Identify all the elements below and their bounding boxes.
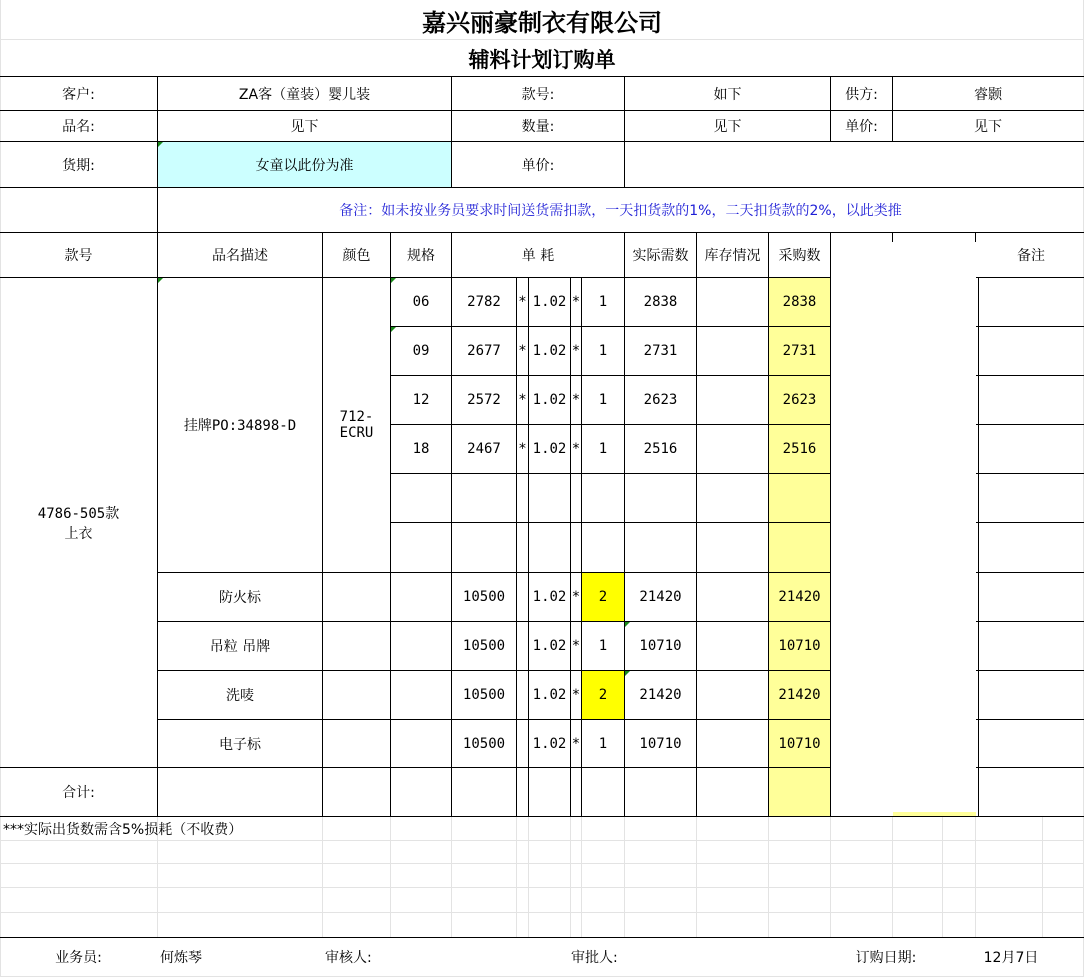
actual-cell: 2731 — [643, 343, 678, 359]
reviewer-label: 审核人: — [325, 950, 372, 966]
actual-cell: 2516 — [643, 441, 678, 457]
purchase-cell: 21420 — [778, 687, 821, 703]
op-cell: * — [571, 638, 581, 654]
qty-cell: 10500 — [462, 687, 506, 703]
unit-price-label: 单价: — [845, 119, 878, 135]
salesman-label: 业务员: — [55, 950, 102, 966]
factor-cell: 1.02 — [532, 687, 567, 703]
factor-cell: 1.02 — [532, 589, 567, 605]
qty-cell: 2677 — [467, 343, 501, 359]
color-line-1: 712- — [339, 409, 374, 425]
op-cell: * — [571, 735, 581, 752]
mult-cell: 1 — [598, 441, 608, 457]
style-number-cell — [0, 278, 157, 767]
op-cell: * — [571, 687, 581, 703]
factor-cell: 1.02 — [532, 638, 567, 654]
header-color: 颜色 — [342, 248, 371, 264]
op-cell: * — [518, 343, 527, 359]
mult-cell: 2 — [598, 589, 608, 605]
mult-cell: 1 — [598, 735, 608, 752]
actual-cell: 10710 — [639, 735, 682, 752]
actual-cell: 2623 — [643, 392, 678, 408]
purchase-cell: 2623 — [782, 392, 817, 408]
style-no-label: 款号: — [521, 86, 555, 103]
qty-cell: 2782 — [467, 294, 501, 310]
supplier-label: 供方: — [845, 86, 878, 103]
mult-cell: 1 — [598, 343, 608, 359]
size-cell: 06 — [412, 294, 430, 310]
remark-text: 备注：如未按业务员要求时间送货需扣款，一天扣货款的1%，二天扣货款的2%，以此类推 — [339, 203, 902, 219]
mult-cell: 1 — [598, 294, 608, 310]
style-sub: 上衣 — [64, 525, 93, 542]
product-value: 见下 — [290, 119, 319, 135]
mult-cell: 1 — [598, 392, 608, 408]
size-cell: 12 — [412, 392, 430, 408]
header-actual: 实际需数 — [632, 248, 689, 264]
purchase-cell: 10710 — [778, 638, 821, 654]
style-no-value: 如下 — [713, 86, 742, 103]
unit-price-value-2 — [625, 142, 1083, 187]
salesman-value: 何炼琴 — [160, 950, 202, 966]
item-desc: 电子标 — [219, 736, 261, 753]
mult-cell: 2 — [598, 687, 608, 703]
factor-cell: 1.02 — [532, 294, 567, 310]
form-title: 辅料计划订购单 — [468, 47, 616, 72]
unit-price-label-2: 单价: — [521, 157, 555, 174]
item-desc: 防火标 — [219, 590, 261, 606]
header-purchase: 采购数 — [778, 248, 821, 264]
qty-cell: 10500 — [462, 589, 506, 605]
qty-cell: 2572 — [467, 392, 501, 408]
delivery-value: 女童以此份为准 — [255, 157, 354, 174]
qty-cell: 10500 — [462, 638, 506, 654]
product-label: 品名: — [62, 119, 95, 135]
approver-label: 审批人: — [571, 950, 618, 966]
header-size: 规格 — [407, 248, 435, 264]
customer-value: ZA客（童装）婴儿装 — [238, 86, 371, 103]
loss-note: ***实际出货数需含5%损耗（不收费） — [3, 821, 243, 838]
item-desc: 吊粒 吊牌 — [209, 639, 271, 655]
color-cell — [323, 278, 390, 572]
factor-cell: 1.02 — [532, 392, 567, 408]
header-desc: 品名描述 — [212, 248, 268, 264]
factor-cell: 1.02 — [532, 735, 567, 752]
op-cell: * — [571, 392, 581, 408]
op-cell: * — [518, 441, 527, 457]
delivery-label: 货期: — [62, 157, 95, 174]
quantity-label: 数量: — [521, 119, 555, 135]
item-desc: 洗唛 — [226, 688, 254, 704]
style-number: 4786-505款 — [37, 505, 120, 522]
actual-cell: 21420 — [639, 589, 682, 605]
order-date-value: 12月7日 — [983, 950, 1039, 966]
qty-cell: 2467 — [467, 441, 501, 457]
supplier-value: 睿颢 — [974, 86, 1002, 103]
purchase-cell: 10710 — [778, 735, 821, 752]
header-remark: 备注 — [1017, 248, 1045, 264]
actual-cell: 2838 — [643, 294, 678, 310]
size-cell: 09 — [412, 343, 430, 359]
total-label: 合计: — [62, 785, 95, 801]
order-date-label: 订购日期: — [855, 950, 917, 966]
qty-cell: 10500 — [462, 735, 506, 752]
op-cell: * — [518, 294, 527, 310]
factor-cell: 1.02 — [532, 441, 567, 457]
actual-cell: 10710 — [639, 638, 682, 654]
quantity-value: 见下 — [713, 119, 742, 135]
purchase-cell: 21420 — [778, 589, 821, 605]
op-cell: * — [571, 441, 581, 457]
purchase-cell: 2838 — [782, 294, 817, 310]
factor-cell: 1.02 — [532, 343, 567, 359]
customer-label: 客户: — [62, 86, 95, 103]
purchase-cell: 2731 — [782, 343, 817, 359]
mult-cell: 1 — [598, 638, 608, 654]
hang-tag-desc: 挂牌PO:34898-D — [183, 418, 297, 434]
op-cell: * — [571, 589, 581, 605]
purchase-cell: 2516 — [782, 441, 817, 457]
op-cell: * — [518, 392, 527, 408]
size-cell: 18 — [412, 441, 430, 457]
actual-cell: 21420 — [639, 687, 682, 703]
header-stock: 库存情况 — [704, 248, 761, 264]
header-consumption: 单 耗 — [521, 248, 555, 264]
unit-price-value: 见下 — [974, 119, 1002, 135]
color-line-2: ECRU — [339, 425, 374, 441]
op-cell: * — [571, 294, 581, 310]
company-title: 嘉兴丽豪制衣有限公司 — [422, 7, 662, 37]
header-style: 款号 — [64, 248, 93, 264]
op-cell: * — [571, 343, 581, 359]
